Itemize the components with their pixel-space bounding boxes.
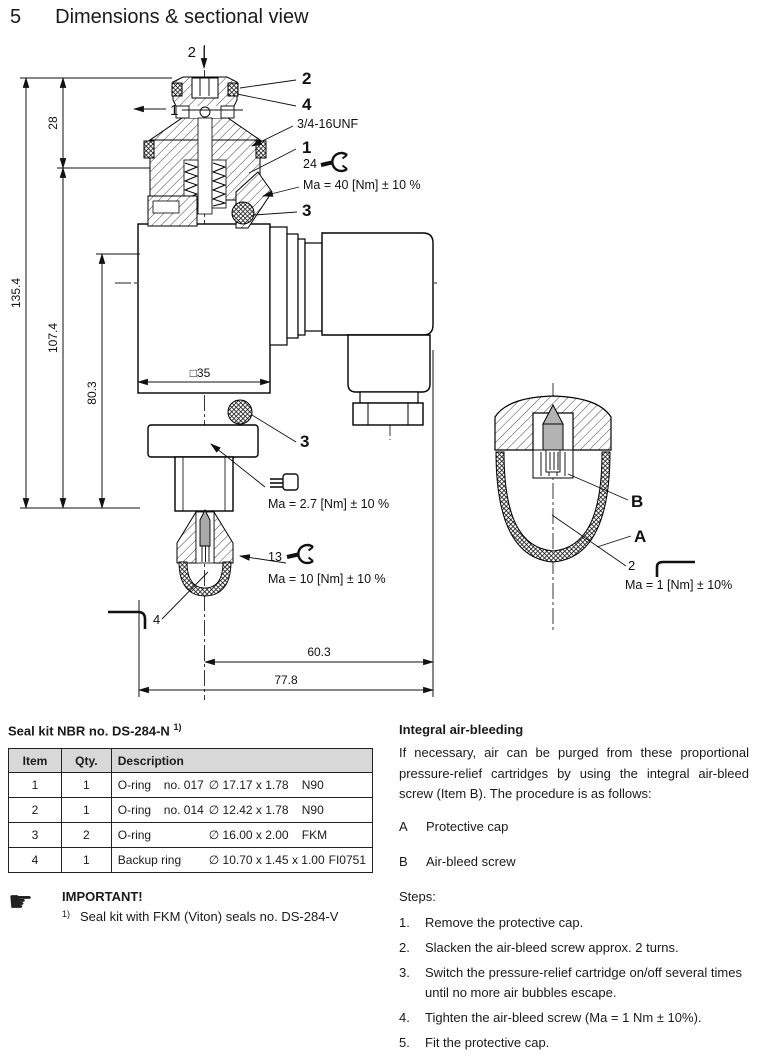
callout-detail-a: A	[634, 527, 647, 546]
cell-qty: 2	[61, 823, 111, 848]
cell-description	[118, 803, 366, 817]
desc-no	[164, 828, 209, 842]
allen-key-detail-icon	[657, 562, 695, 577]
dim-80: 80.3	[85, 381, 99, 405]
protective-cap-main	[179, 562, 231, 596]
desc-size: ∅ 10.70 x 1.45 x 1.00	[208, 853, 325, 868]
steps-list	[399, 913, 749, 1053]
oring-item2	[172, 83, 182, 96]
cell-qty: 1	[61, 798, 111, 823]
footnote-text: Seal kit with FKM (Viton) seals no. DS-284-V	[80, 909, 339, 925]
desc-size: ∅ 17.17 x 1.78	[208, 778, 289, 793]
step-text: Fit the protective cap.	[425, 1034, 550, 1050]
desc-material: FKM	[301, 828, 328, 843]
seal-kit-title-text: Seal kit NBR no. DS-284-N	[8, 723, 170, 739]
legend-key: A	[399, 818, 408, 834]
oring-item3-lower	[228, 400, 252, 424]
callout-section-1: 1	[170, 102, 179, 119]
table-row	[9, 848, 373, 873]
step-text: Remove the protective cap.	[425, 914, 584, 930]
callout-item-3-top: 3	[302, 201, 312, 220]
cell-qty: 1	[61, 773, 111, 798]
table-row	[9, 823, 373, 848]
desc-no: no. 017	[163, 778, 204, 793]
pointing-hand-icon: ☛	[8, 886, 34, 918]
step-text: Switch the pressure-relief cartridge on/off several times until no more air bubbles escape.	[425, 964, 742, 1000]
desc-size: ∅ 16.00 x 2.00	[208, 828, 289, 843]
dim-135: 135.4	[9, 277, 23, 309]
desc-material: FI0751	[328, 853, 366, 868]
callout-wrench-13: 13	[268, 550, 282, 564]
legend-key: B	[399, 853, 408, 869]
cell-item: 3	[9, 823, 62, 848]
col-header-qty: Qty.	[61, 749, 111, 773]
step-number: 2.	[399, 939, 410, 955]
legend-item	[399, 819, 749, 834]
callout-torque-1: Ma = 1 [Nm] ± 10%	[625, 578, 733, 592]
callout-top-2: 2	[187, 44, 196, 61]
cell-description	[118, 853, 366, 867]
cell-item: 4	[9, 848, 62, 873]
oring-item1-left	[144, 141, 154, 158]
callout-item-4: 4	[302, 95, 312, 114]
step-number: 3.	[399, 964, 410, 980]
cell-qty: 1	[61, 848, 111, 873]
cell-item: 2	[9, 798, 62, 823]
col-header-description: Description	[111, 749, 372, 773]
callout-item-1: 1	[302, 138, 312, 157]
dim-60: 60.3	[307, 645, 331, 659]
step-number: 5.	[399, 1034, 410, 1050]
legend-item	[399, 854, 749, 869]
desc-name: O-ring	[117, 803, 152, 818]
callout-wrench-24: 24	[303, 157, 317, 171]
callout-thread: 3/4-16UNF	[297, 117, 359, 131]
dim-77: 77.8	[274, 673, 298, 687]
desc-size: ∅ 12.42 x 1.78	[208, 803, 289, 818]
dim-sq35: □35	[189, 366, 211, 380]
wrench-24-icon	[321, 153, 347, 171]
desc-name: Backup ring	[117, 853, 182, 868]
cell-description	[118, 828, 366, 842]
callout-allen-2: 2	[628, 558, 636, 573]
footnote-marker: 1)	[62, 909, 71, 920]
step-item	[399, 913, 749, 933]
seal-kit-title	[8, 722, 376, 738]
step-item	[399, 1008, 749, 1028]
step-item	[399, 938, 749, 958]
desc-material: N90	[301, 803, 324, 818]
wrench-13-icon	[287, 545, 313, 563]
table-header-row	[9, 749, 373, 773]
desc-name: O-ring	[117, 828, 152, 843]
callout-item-3-mid: 3	[300, 432, 310, 451]
legend-label: Protective cap	[426, 818, 509, 834]
air-bleeding-title: Integral air-bleeding	[399, 722, 524, 737]
important-title: IMPORTANT!	[62, 889, 143, 905]
air-bleeding-section	[399, 722, 749, 1058]
callout-torque-10: Ma = 10 [Nm] ± 10 %	[268, 572, 386, 586]
desc-no	[164, 853, 209, 867]
oring-item3-top	[232, 202, 254, 224]
seal-kit-section	[8, 722, 376, 924]
step-number: 4.	[399, 1009, 410, 1025]
dim-28: 28	[46, 116, 60, 130]
col-header-item: Item	[9, 749, 62, 773]
table-row	[9, 773, 373, 798]
backup-ring-item4	[228, 83, 238, 96]
desc-material: N90	[301, 778, 324, 793]
step-item	[399, 1033, 749, 1053]
steps-title: Steps:	[399, 888, 436, 904]
step-text: Tighten the air-bleed screw (Ma = 1 Nm ± 10%).	[425, 1009, 702, 1025]
dim-107: 107.4	[46, 322, 60, 354]
callout-torque-40: Ma = 40 [Nm] ± 10 %	[303, 178, 421, 192]
cell-description	[118, 778, 366, 792]
seal-kit-footnote-ref: 1)	[173, 722, 182, 732]
table-row	[9, 798, 373, 823]
detail-legend	[399, 819, 749, 869]
legend-label: Air-bleed screw	[426, 853, 516, 869]
callout-detail-b: B	[631, 492, 644, 511]
air-bleeding-intro: If necessary, air can be purged from these proportional pressure-relief cartridges by using the integral air-bleed screw (Item B). The procedure is as follows:	[399, 745, 749, 801]
seal-kit-table	[8, 748, 373, 873]
desc-name: O-ring	[117, 778, 152, 793]
important-note	[8, 886, 376, 925]
cell-item: 1	[9, 773, 62, 798]
hand-tighten-icon	[270, 474, 298, 490]
callout-item-2: 2	[302, 69, 312, 88]
step-item	[399, 963, 749, 1003]
step-number: 1.	[399, 914, 410, 930]
section-number: 5	[10, 6, 22, 28]
valve-body-outline	[138, 224, 433, 511]
desc-no: no. 014	[163, 803, 204, 818]
step-text: Slacken the air-bleed screw approx. 2 turns.	[425, 939, 679, 955]
page-title: Dimensions & sectional view	[55, 6, 309, 28]
callout-torque-27: Ma = 2.7 [Nm] ± 10 %	[268, 497, 390, 511]
cartridge-section	[144, 77, 272, 228]
callout-item-4-bottom: 4	[153, 612, 161, 627]
